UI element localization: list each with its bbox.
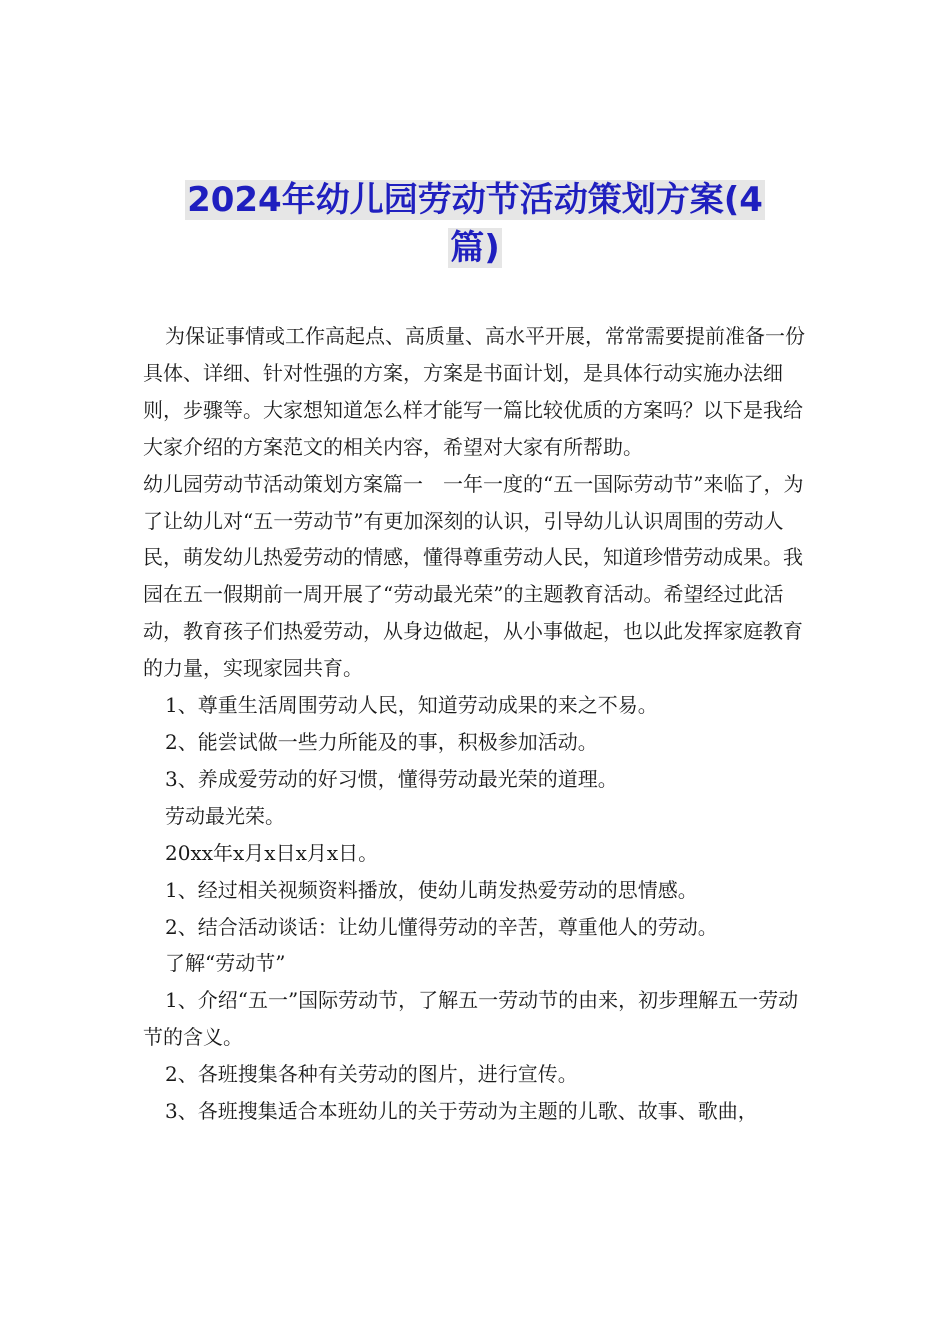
understand-item-1: 1、介绍“五一”国际劳动节，了解五一劳动节的由来，初步理解五一劳动节的含义。	[143, 988, 799, 1050]
goal-item-2: 2、能尝试做一些力所能及的事，积极参加活动。	[165, 729, 598, 754]
understand-item-3: 3、各班搜集适合本班幼儿的关于劳动为主题的儿歌、故事、歌曲，	[165, 1099, 758, 1124]
section-one-paragraph: 幼儿园劳动节活动策划方案篇一 一年一度的“五一国际劳动节”来临了，为了让幼儿对“五一劳动节”有更加深刻的认识，引导幼儿认识周围的劳动人民，萌发幼儿热爱劳动的情感，懂得尊重劳动人民，知道珍惜劳动成果。我园在五一假期前一周开展了“劳动最光荣”的主题教育活动。希望经过此活动，教育孩子们热爱劳动，从身边做起，从小事做起，也以此发挥家庭教育的力量，实现家园共育。	[143, 471, 804, 681]
document-title	[150, 176, 800, 272]
activity-item-1: 1、经过相关视频资料播放，使幼儿萌发热爱劳动的思情感。	[165, 877, 698, 902]
goal-item-3: 3、养成爱劳动的好习惯，懂得劳动最光荣的道理。	[165, 766, 618, 791]
title-line-1: 2024年幼儿园劳动节活动策划方案(4	[187, 180, 763, 220]
subsection-heading: 了解“劳动节”	[165, 951, 286, 976]
date-line: 20xx年x月x日x月x日。	[165, 840, 379, 865]
title-line-2: 篇)	[450, 228, 500, 268]
activity-item-2: 2、结合活动谈话：让幼儿懂得劳动的辛苦，尊重他人的劳动。	[165, 914, 718, 939]
goal-item-1: 1、尊重生活周围劳动人民，知道劳动成果的来之不易。	[165, 693, 658, 718]
intro-paragraph: 为保证事情或工作高起点、高质量、高水平开展，常常需要提前准备一份具体、详细、针对性强的方案，方案是书面计划，是具体行动实施办法细则，步骤等。大家想知道怎么样才能写一篇比较优质的方案吗？以下是我给大家介绍的方案范文的相关内容，希望对大家有所帮助。	[143, 324, 805, 459]
understand-item-2: 2、各班搜集各种有关劳动的图片，进行宣传。	[165, 1062, 578, 1087]
theme-line: 劳动最光荣。	[165, 803, 285, 828]
document-body	[143, 318, 811, 1130]
